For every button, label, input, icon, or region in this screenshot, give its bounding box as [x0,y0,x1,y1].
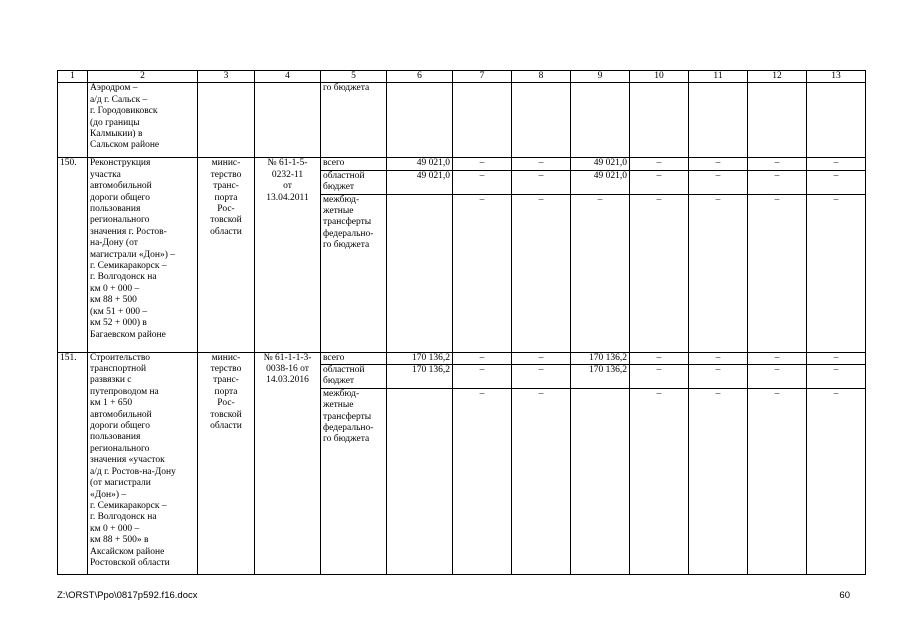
value-cell: – [807,170,866,194]
col-header: 3 [198,71,255,83]
col-header: 13 [807,71,866,83]
funding-source: областной бюджет [323,170,365,193]
budget-table [57,70,866,575]
col-header: 8 [512,71,571,83]
col-header: 4 [255,71,321,83]
object-name: Аэродром – а/д г. Сальск – г. Городовиковск (до границы Калмыкии) в Сальском районе [90,83,160,151]
column-number-row [58,71,866,83]
col-header: 1 [58,71,88,83]
value-cell: – [807,194,866,352]
value-cell: 170 136,2 [387,352,453,364]
value-cell: 170 136,2 [571,365,630,389]
value-cell: – [630,365,689,389]
value-cell: – [748,158,807,170]
table-row-150-total [58,158,866,170]
value-cell: – [807,158,866,170]
funding-source: межбюд- жетные трансферты федерально- го бюджета [323,194,374,251]
value-cell [387,194,453,352]
object-name: Реконструкция участка автомобильной дороги общего пользования регионального значения г. Ростов- на-Дону (от магистрали «Дон») – г. Семикаракорск – г. Волгодонск на км 0 + 000 – км 88 + 500 (км 51 + 000 – км 52 + 000) в Багаевском районе [90,158,175,340]
col-header: 12 [748,71,807,83]
value-cell: – [512,388,571,574]
value-cell: 49 021,0 [571,158,630,170]
value-cell [387,388,453,574]
value-cell: – [807,352,866,364]
value-cell: – [512,158,571,170]
value-cell: – [748,170,807,194]
value-cell: – [630,170,689,194]
table-row-151-total [58,352,866,364]
row-number: 150. [58,158,88,352]
value-cell: – [748,365,807,389]
value-cell: – [748,194,807,352]
value-cell: – [453,365,512,389]
value-cell: – [748,388,807,574]
document-ref: № 61-1-5- 0232-11 от 13.04.2011 [266,158,309,203]
value-cell: – [807,365,866,389]
value-cell: – [453,158,512,170]
value-cell: – [630,388,689,574]
document-ref: № 61-1-1-3- 0038-16 от 14.03.2016 [263,352,312,386]
funding-source: го бюджета [323,83,370,94]
row-number: 151. [58,352,88,574]
value-cell: – [689,388,748,574]
value-cell: – [512,170,571,194]
funding-source: межбюд- жетные трансферты федерально- го бюджета [323,388,374,445]
value-cell: – [689,158,748,170]
col-header: 7 [453,71,512,83]
value-cell: – [689,170,748,194]
col-header: 2 [88,71,198,83]
value-cell: – [453,352,512,364]
col-header: 10 [630,71,689,83]
responsible-org: минис- терство транс- порта Рос- товской области [210,158,242,237]
value-cell [571,388,630,574]
value-cell: – [630,194,689,352]
table-row-continued [58,83,866,158]
value-cell: 170 136,2 [571,352,630,364]
value-cell: 49 021,0 [387,158,453,170]
responsible-org: минис- терство транс- порта Рос- товской области [210,352,242,432]
value-cell: – [807,388,866,574]
value-cell: 49 021,0 [571,170,630,194]
value-cell: 170 136,2 [387,365,453,389]
funding-source: всего [321,352,387,364]
value-cell: – [453,194,512,352]
object-name: Строительство транспортной развязки с путепроводом на км 1 + 650 автомобильной дороги общего пользования регионального значения «участок а/д г. Ростов-на-Дону (от магистрали «Дон») – г. Семикаракорск – г. Волгодонск на км 0 + 000 – км 88 + 500» в Аксайском районе Ростовской области [90,352,176,568]
value-cell: – [453,170,512,194]
col-header: 5 [321,71,387,83]
value-cell: – [512,194,571,352]
value-cell: – [689,365,748,389]
value-cell: – [689,352,748,364]
value-cell: – [689,194,748,352]
funding-source: областной бюджет [323,365,365,387]
value-cell: 49 021,0 [387,170,453,194]
col-header: 6 [387,71,453,83]
page-number: 60 [839,590,850,601]
value-cell: – [748,352,807,364]
value-cell: – [453,388,512,574]
funding-source: всего [321,158,387,170]
col-header: 11 [689,71,748,83]
col-header: 9 [571,71,630,83]
value-cell: – [512,365,571,389]
value-cell: – [571,194,630,352]
value-cell: – [630,352,689,364]
value-cell: – [630,158,689,170]
value-cell: – [512,352,571,364]
file-path: Z:\ORST\Ppo\0817p592.f16.docx [57,590,198,601]
